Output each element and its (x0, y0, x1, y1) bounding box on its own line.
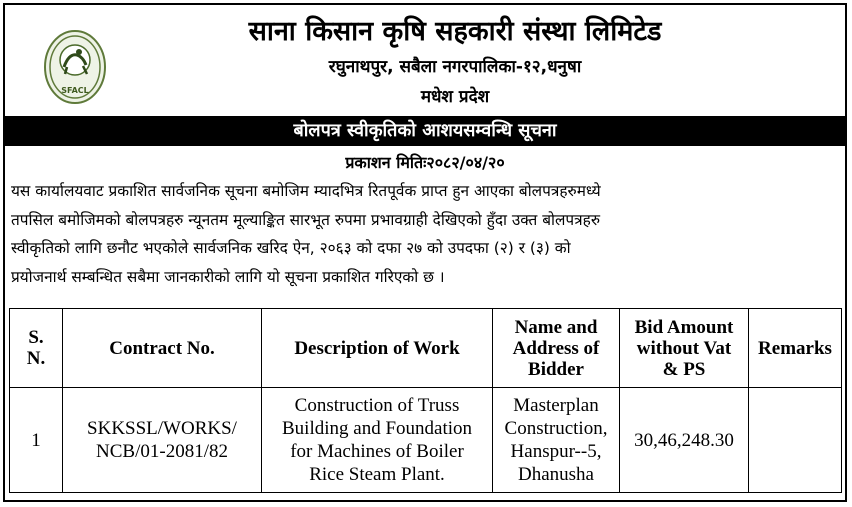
header-description: Description of Work (262, 309, 493, 388)
header-bidder: Name and Address of Bidder (493, 309, 620, 388)
notice-body-line: यस कार्यालयवाट प्रकाशित सार्वजनिक सूचना बमोजिम म्यादभित्र रितपूर्वक प्राप्त हुन आएका बोलपत्रहरुमध्ये (11, 182, 601, 200)
notice-body-line: स्वीकृतिको लागि छनौट भएकोले सार्वजनिक खरिद ऐन, २०६३ को दफा २७ को उपदफा (२) र (३) को (11, 239, 571, 257)
notice-frame (3, 3, 847, 502)
table-header-row (10, 309, 842, 388)
cell-remarks (749, 388, 842, 493)
notice-body-line: प्रयोजनार्थ सम्बन्धित सबैमा जानकारीको लागि यो सूचना प्रकाशित गरिएको छ । (11, 267, 445, 286)
notice-title-bar (5, 116, 845, 146)
organization-province: मधेश प्रदेश (420, 87, 490, 107)
organization-logo (43, 29, 107, 105)
table-row (10, 388, 842, 493)
cell-contract-no: SKKSSL/WORKS/ NCB/01-2081/82 (63, 388, 262, 493)
notice-body (11, 177, 839, 291)
bid-table (9, 308, 842, 493)
header-sn: S. N. (10, 309, 63, 388)
header-bid-amount: Bid Amount without Vat & PS (620, 309, 749, 388)
publication-date: प्रकाशन मितिः२०८२/०४/२० (345, 153, 505, 172)
notice-body-line: तपसिल बमोजिमको बोलपत्रहरु न्यूनतम मूल्याङ्कित सारभूत रुपमा प्रभावग्राही देखिएको हुँदा उक्त बोलपत्रहरु (11, 210, 601, 229)
notice-title: बोलपत्र स्वीकृतिको आशयसम्वन्धि सूचना (293, 120, 557, 141)
organization-address: रघुनाथपुर, सबैला नगरपालिका-१२,धनुषा (328, 57, 582, 77)
svg-text:SFACL: SFACL (61, 86, 89, 95)
cell-sn: 1 (10, 388, 63, 493)
cell-bidder: Masterplan Construction, Hanspur--5, Dhanusha (493, 388, 620, 493)
header-contract-no: Contract No. (63, 309, 262, 388)
cell-bid-amount: 30,46,248.30 (620, 388, 749, 493)
header-remarks: Remarks (749, 309, 842, 388)
cell-description: Construction of Truss Building and Foundation for Machines of Boiler Rice Steam Plant. (262, 388, 493, 493)
organization-name: साना किसान कृषि सहकारी संस्था लिमिटेड (248, 16, 662, 47)
